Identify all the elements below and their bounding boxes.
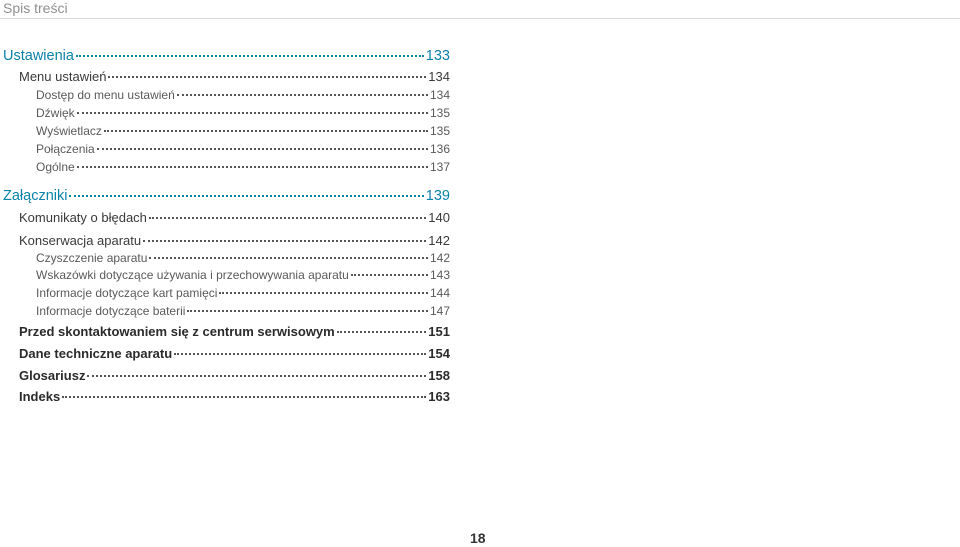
toc-entry-glosariusz[interactable]	[0, 368, 450, 383]
toc-entry-page: 137	[429, 160, 450, 174]
toc-leader-dots	[69, 195, 423, 197]
toc-entry-page: 135	[429, 106, 450, 120]
toc-entry-label: Wskazówki dotyczące używania i przechowywania aparatu	[36, 268, 349, 282]
toc-entry-label: Menu ustawień	[19, 69, 107, 84]
toc-entry-dzwiek[interactable]	[0, 106, 450, 120]
toc-leader-dots	[76, 55, 424, 57]
toc-entry-zalaczniki[interactable]	[0, 188, 450, 204]
toc-leader-dots	[219, 292, 428, 294]
toc-entry-label: Załączniki	[3, 188, 68, 204]
toc-entry-label: Glosariusz	[19, 368, 86, 383]
toc-entry-indeks[interactable]	[0, 389, 450, 404]
toc-leader-dots	[77, 112, 428, 114]
toc-entry-ustawienia[interactable]	[0, 48, 450, 64]
toc-leader-dots	[337, 331, 427, 333]
toc-entry-centrum-serwisowe[interactable]	[0, 324, 450, 339]
toc-entry-page: 142	[429, 251, 450, 265]
toc-entry-karty-pamieci[interactable]	[0, 286, 450, 300]
toc-leader-dots	[77, 166, 428, 168]
toc-entry-page: 142	[428, 233, 450, 248]
toc-entry-page: 144	[429, 286, 450, 300]
page-header-title: Spis treści	[3, 0, 68, 16]
toc-entry-label: Informacje dotyczące kart pamięci	[36, 286, 218, 300]
toc-entry-polaczenia[interactable]	[0, 142, 450, 156]
toc-entry-label: Informacje dotyczące baterii	[36, 304, 186, 318]
header-divider	[0, 18, 960, 19]
toc-entry-label: Komunikaty o błędach	[19, 210, 147, 225]
toc-entry-menu-ustawien[interactable]	[0, 69, 450, 84]
toc-entry-dostep-do-menu[interactable]	[0, 88, 450, 102]
toc-entry-ogolne[interactable]	[0, 160, 450, 174]
toc-entry-page: 139	[425, 188, 450, 204]
toc-entry-page: 133	[425, 48, 450, 64]
toc-entry-label: Dane techniczne aparatu	[19, 346, 173, 361]
toc-leader-dots	[187, 310, 428, 312]
toc-leader-dots	[174, 353, 426, 355]
toc-leader-dots	[104, 130, 428, 132]
toc-entry-page: 158	[428, 368, 450, 383]
toc-entry-page: 136	[429, 142, 450, 156]
toc-entry-label: Przed skontaktowaniem się z centrum serwisowym	[19, 324, 335, 339]
toc-entry-wyswietlacz[interactable]	[0, 124, 450, 138]
toc-entry-label: Ustawienia	[3, 48, 74, 64]
toc-entry-label: Czyszczenie aparatu	[36, 251, 148, 265]
page-number: 18	[470, 530, 486, 546]
toc-entry-label: Połączenia	[36, 142, 95, 156]
toc-leader-dots	[87, 375, 426, 377]
toc-leader-dots	[143, 240, 426, 242]
toc-leader-dots	[149, 217, 426, 219]
toc-entry-label: Dostęp do menu ustawień	[36, 88, 175, 102]
toc-entry-label: Wyświetlacz	[36, 124, 102, 138]
toc-entry-dane-techniczne[interactable]	[0, 346, 450, 361]
toc-entry-label: Ogólne	[36, 160, 75, 174]
toc-entry-page: 134	[429, 88, 450, 102]
toc-entry-label: Dźwięk	[36, 106, 75, 120]
page-header	[0, 0, 960, 18]
toc-entry-page: 140	[428, 210, 450, 225]
toc-leader-dots	[351, 274, 428, 276]
toc-entry-czyszczenie[interactable]	[0, 251, 450, 265]
toc-leader-dots	[97, 148, 428, 150]
toc-entry-komunikaty[interactable]	[0, 210, 450, 225]
toc-entry-wskazowki[interactable]	[0, 268, 450, 282]
toc-leader-dots	[177, 94, 428, 96]
toc-entry-page: 151	[428, 324, 450, 339]
toc-leader-dots	[62, 396, 426, 398]
toc-leader-dots	[108, 76, 426, 78]
toc-leader-dots	[149, 257, 428, 259]
toc-entry-label: Indeks	[19, 389, 61, 404]
toc-entry-page: 154	[428, 346, 450, 361]
toc-entry-page: 163	[428, 389, 450, 404]
toc-entry-page: 134	[428, 69, 450, 84]
toc-entry-label: Konserwacja aparatu	[19, 233, 142, 248]
toc-entry-page: 135	[429, 124, 450, 138]
toc-entry-page: 143	[429, 268, 450, 282]
toc-entry-page: 147	[429, 304, 450, 318]
toc-entry-konserwacja[interactable]	[0, 233, 450, 248]
toc-entry-baterie[interactable]	[0, 304, 450, 318]
